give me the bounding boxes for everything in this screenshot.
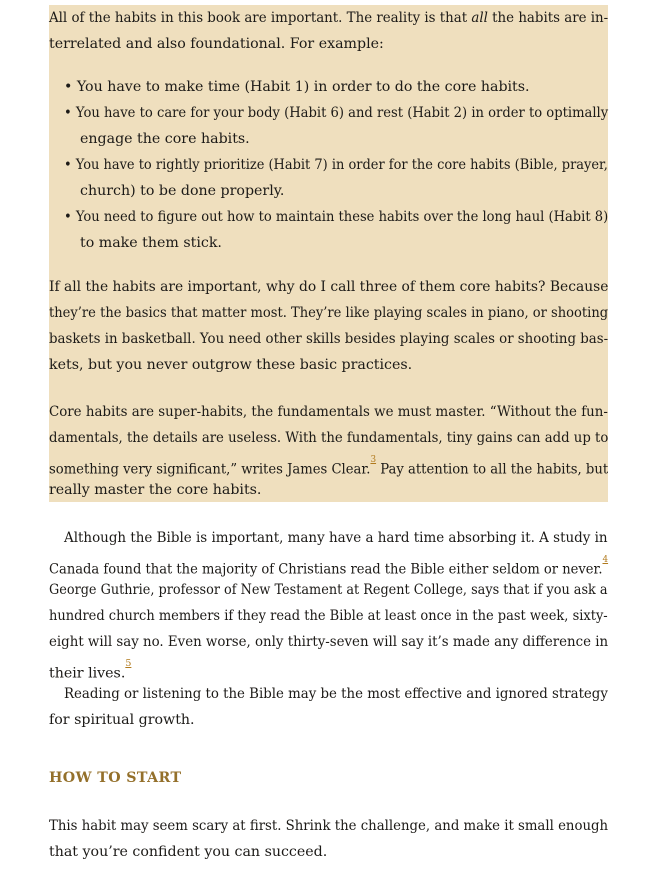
paragraph-line: baskets in basketball. You need other skills besides playing scales or shooting bas- <box>49 331 609 347</box>
section-heading: HOW TO START <box>49 770 182 786</box>
paragraph-line: they’re the basics that matter most. They’re like playing scales in piano, or shooting <box>49 305 609 321</box>
paragraph-line: hundred church members if they read the Bible at least once in the past week, sixty- <box>49 608 608 624</box>
paragraph-line: Core habits are super-habits, the fundamentals we must master. “Without the fun- <box>49 404 608 420</box>
footnote-link-4[interactable]: 4 <box>602 554 609 565</box>
footnote-link-3[interactable]: 3 <box>370 454 377 465</box>
intro-line-2: terrelated and also foundational. For example: <box>49 36 384 52</box>
paragraph-line: their lives.$^{^5}$ <box>49 658 132 682</box>
bullet-item: • You have to care for your body (Habit 6) and rest (Habit 2) in order to optimally <box>64 105 609 121</box>
paragraph-line: Although the Bible is important, many have a hard time absorbing it. A study in <box>64 530 608 546</box>
paragraph-line: damentals, the details are useless. With the fundamentals, tiny gains can add up to <box>49 430 609 446</box>
paragraph-line: for spiritual growth. <box>49 712 195 728</box>
paragraph-line: George Guthrie, professor of New Testament at Regent College, says that if you ask a <box>49 582 608 598</box>
paragraph-line: Canada found that the majority of Christians read the Bible either seldom or never.$^{^4}$ <box>49 554 609 578</box>
bullet-item-continuation: church) to be done properly. <box>80 183 285 199</box>
paragraph-line: eight will say no. Even worse, only thirty-seven will say it’s made any difference in <box>49 634 609 650</box>
bullet-item-continuation: to make them stick. <box>80 235 222 251</box>
bullet-item: • You need to figure out how to maintain these habits over the long haul (Habit 8) <box>64 209 609 225</box>
paragraph-line: This habit may seem scary at first. Shrink the challenge, and make it small enough <box>49 818 609 834</box>
bullet-item: • You have to make time (Habit 1) in order to do the core habits. <box>64 79 530 95</box>
bullet-item-continuation: engage the core habits. <box>80 131 250 147</box>
paragraph-line: Reading or listening to the Bible may be the most effective and ignored strategy <box>64 686 608 702</box>
paragraph-line: that you’re confident you can succeed. <box>49 844 328 860</box>
paragraph-line: If all the habits are important, why do I call three of them core habits? Because <box>49 279 609 295</box>
footnote-link-5[interactable]: 5 <box>125 658 132 669</box>
paragraph-line: something very significant,” writes James Clear.$^{^3}$ Pay attention to all the habits, but <box>49 454 609 478</box>
bullet-item: • You have to rightly prioritize (Habit 7) in order for the core habits (Bible, prayer, <box>64 157 608 173</box>
intro-line-1: All of the habits in this book are important. The reality is that all the habits are in- <box>49 10 609 26</box>
paragraph-line: really master the core habits. <box>49 482 262 498</box>
paragraph-line: kets, but you never outgrow these basic practices. <box>49 357 413 373</box>
